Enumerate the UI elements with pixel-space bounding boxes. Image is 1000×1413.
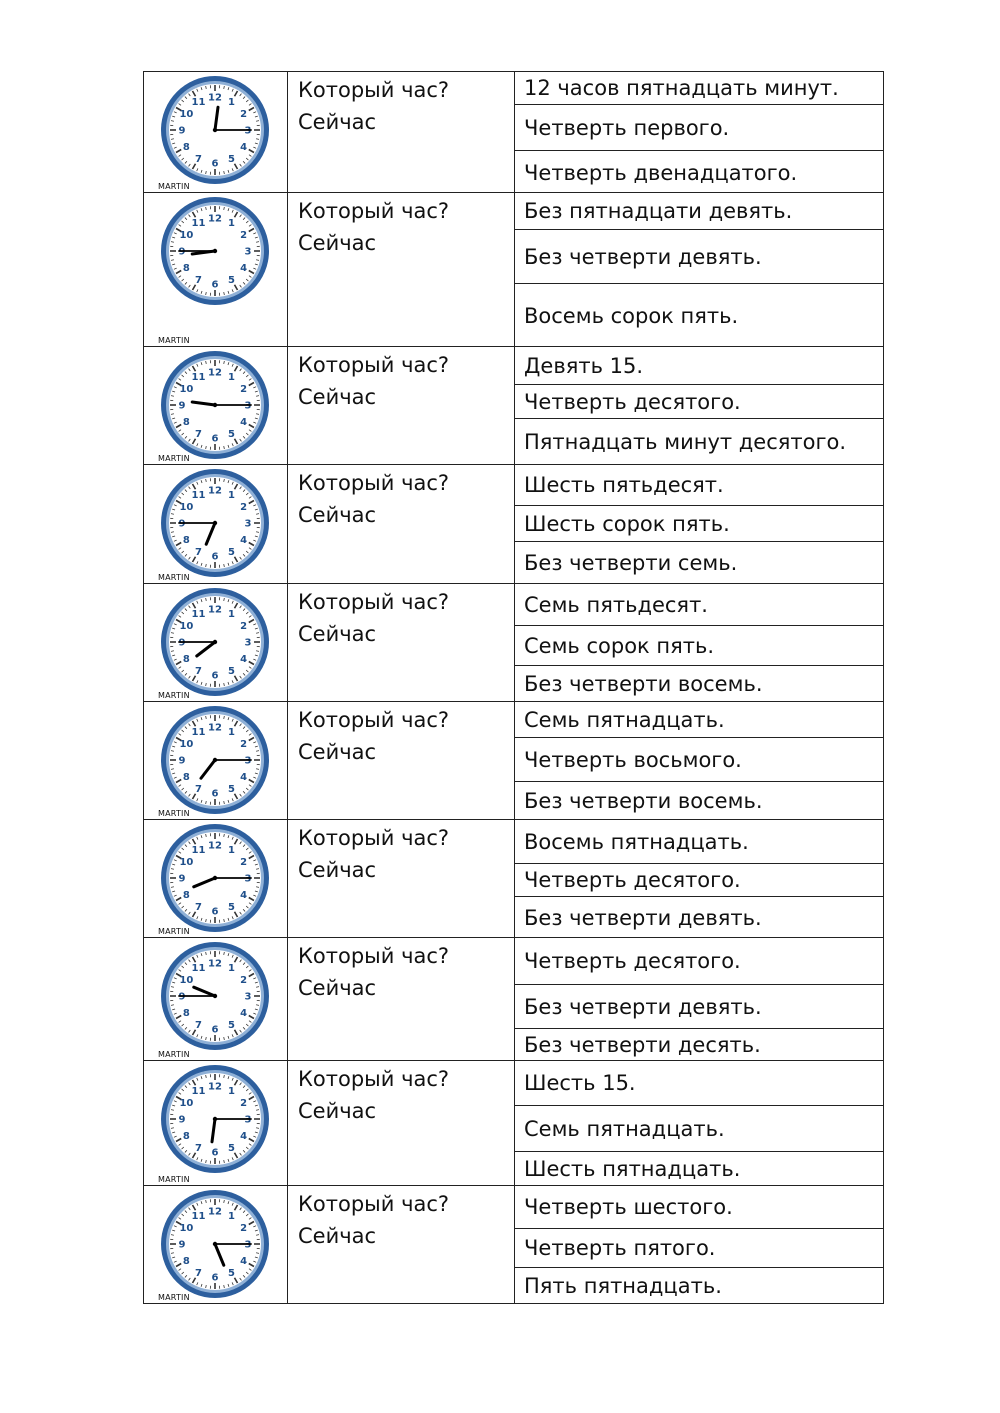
analog-clock [156,939,274,1054]
clock-numeral: 11 [191,726,206,738]
clock-numeral: 1 [228,962,235,974]
prompt-text: Сейчас [298,110,377,134]
analog-clock [156,466,274,581]
clock-numeral: 2 [240,502,248,513]
clock-numeral: 9 [178,637,186,649]
clock-numeral: 1 [228,217,235,229]
question-cell [288,1061,515,1185]
clock-center-pin [213,758,217,762]
clock-numeral: 12 [208,722,222,734]
question-text: Который час? [298,1067,450,1091]
clock-cell [144,584,288,701]
clock-numeral: 10 [179,857,194,868]
clock-numeral: 10 [179,502,194,513]
clock-numeral: 12 [208,367,222,379]
clock-numeral: 4 [240,1131,248,1142]
answer-option[interactable]: Без четверти восемь. [515,781,883,820]
clock-cell [144,938,288,1060]
answer-option[interactable]: Без пятнадцати девять. [524,199,793,223]
clock-numeral: 4 [240,772,248,783]
clock-numeral: 11 [191,1210,206,1222]
clock-numeral: 8 [182,654,190,665]
clock-numeral: 5 [228,666,235,678]
clock-numeral: 11 [191,962,206,974]
clock-numeral: 1 [228,96,235,108]
clock-cell [144,702,288,819]
exercise-row [143,938,884,1061]
question-cell [288,820,515,937]
clock-numeral: 12 [208,604,222,616]
clock-numeral: 7 [195,154,202,166]
analog-clock [156,194,274,309]
clock-numeral: 4 [240,417,248,428]
answer-options [515,193,883,346]
clock-numeral: 8 [182,263,190,274]
answer-option[interactable]: Шесть 15. [524,1071,636,1095]
clock-cell [144,820,288,937]
clock-cell [144,465,288,583]
clock-numeral: 11 [191,844,206,856]
answer-option[interactable]: Без четверти девять. [515,229,883,283]
clock-numeral: 12 [208,958,222,970]
clock-numeral: 1 [228,371,235,383]
clock-numeral: 2 [240,230,248,241]
clock-numeral: 4 [240,654,248,665]
prompt-text: Сейчас [298,740,377,764]
answer-option[interactable]: Семь сорок пять. [515,625,883,665]
clock-numeral: 6 [211,670,219,682]
analog-clock [156,585,274,700]
answer-options [515,1061,883,1185]
clock-numeral: 7 [195,1020,202,1032]
clock-numeral: 6 [211,788,219,800]
question-text: Который час? [298,353,450,377]
clock-numeral: 6 [211,551,219,563]
clock-numeral: 3 [244,518,252,530]
clock-numeral: 10 [179,975,194,986]
question-text: Который час? [298,826,450,850]
clock-numeral: 4 [240,142,248,153]
clock-numeral: 5 [228,1020,235,1032]
clock-numeral: 11 [191,96,206,108]
answer-option[interactable]: Восемь пятнадцать. [524,829,749,854]
clock-numeral: 12 [208,92,222,104]
clock-brand-label: MARTIN [158,573,190,582]
exercise-row [143,820,884,938]
clock-numeral: 2 [240,1223,248,1234]
exercise-row [143,1061,884,1186]
question-cell [288,938,515,1060]
question-cell [288,347,515,464]
answer-option[interactable]: Семь пятнадцать. [515,1105,883,1151]
answer-options [515,72,883,192]
clock-numeral: 9 [178,1114,186,1126]
answer-option[interactable]: Четверть двенадцатого. [515,150,883,194]
clock-brand-label: MARTIN [158,336,190,345]
answer-option[interactable]: Четверть восьмого. [515,737,883,781]
clock-center-pin [213,521,217,525]
clock-numeral: 8 [182,417,190,428]
clock-center-pin [213,1117,217,1121]
answer-option[interactable]: Четверть десятого. [524,949,741,973]
clock-numeral: 3 [244,637,252,649]
exercise-row [143,193,884,347]
prompt-text: Сейчас [298,1224,377,1248]
answer-option[interactable]: Четверть пятого. [515,1228,883,1267]
clock-numeral: 4 [240,1256,248,1267]
clock-center-pin [213,640,217,644]
question-text: Который час? [298,590,450,614]
question-text: Который час? [298,708,450,732]
clock-numeral: 12 [208,1206,222,1218]
clock-numeral: 9 [178,755,186,767]
clock-numeral: 10 [179,230,194,241]
clock-numeral: 9 [178,873,186,885]
clock-numeral: 7 [195,1143,202,1155]
clock-center-pin [213,1242,217,1246]
clock-brand-label: MARTIN [158,1293,190,1302]
clock-cell [144,72,288,192]
clock-numeral: 1 [228,726,235,738]
clock-numeral: 9 [178,246,186,258]
clock-numeral: 3 [244,125,252,137]
clock-numeral: 9 [178,991,186,1003]
analog-clock [156,703,274,818]
clock-numeral: 3 [244,873,252,885]
clock-numeral: 2 [240,857,248,868]
clock-brand-label: MARTIN [158,691,190,700]
clock-numeral: 3 [244,991,252,1003]
prompt-text: Сейчас [298,622,377,646]
clock-numeral: 7 [195,1268,202,1280]
answer-options [515,702,883,819]
clock-numeral: 7 [195,429,202,441]
clock-numeral: 2 [240,109,248,120]
clock-numeral: 1 [228,844,235,856]
clock-numeral: 9 [178,125,186,137]
answer-option[interactable]: Четверть шестого. [524,1195,733,1219]
clock-numeral: 8 [182,772,190,783]
answer-option[interactable]: Без четверти восемь. [515,665,883,702]
clock-cell [144,1186,288,1303]
answer-option[interactable]: Шесть пятьдесят. [524,473,724,497]
prompt-text: Сейчас [298,976,377,1000]
clock-brand-label: MARTIN [158,454,190,463]
clock-numeral: 7 [195,784,202,796]
clock-numeral: 9 [178,518,186,530]
exercise-row [143,584,884,702]
question-cell [288,1186,515,1303]
clock-numeral: 5 [228,902,235,914]
clock-numeral: 8 [182,1256,190,1267]
clock-numeral: 12 [208,485,222,497]
clock-numeral: 7 [195,547,202,559]
exercise-row [143,702,884,820]
analog-clock [156,1062,274,1177]
clock-numeral: 5 [228,275,235,287]
question-cell [288,584,515,701]
clock-numeral: 5 [228,547,235,559]
analog-clock [156,348,274,463]
question-text: Который час? [298,944,450,968]
answer-options [515,347,883,464]
clock-numeral: 3 [244,1239,252,1251]
clock-numeral: 6 [211,1272,219,1284]
clock-numeral: 1 [228,1085,235,1097]
clock-numeral: 12 [208,1081,222,1093]
prompt-text: Сейчас [298,503,377,527]
answer-option[interactable]: Без четверти девять. [515,984,883,1028]
question-text: Который час? [298,471,450,495]
analog-clock [156,73,274,188]
answer-option[interactable]: Без четверти десять. [515,1028,883,1061]
answer-option[interactable]: Шесть сорок пять. [515,505,883,541]
clock-center-pin [213,403,217,407]
clock-numeral: 11 [191,1085,206,1097]
clock-numeral: 1 [228,608,235,620]
clock-numeral: 5 [228,429,235,441]
exercise-row [143,71,884,193]
question-text: Который час? [298,78,450,102]
clock-numeral: 4 [240,890,248,901]
prompt-text: Сейчас [298,858,377,882]
clock-numeral: 5 [228,1268,235,1280]
answer-options [515,938,883,1060]
answer-option[interactable]: Пятнадцать минут десятого. [515,418,883,465]
clock-cell [144,193,288,346]
clock-brand-label: MARTIN [158,927,190,936]
clock-numeral: 12 [208,213,222,225]
answer-option[interactable]: Четверть первого. [515,104,883,150]
exercise-row [143,1186,884,1304]
exercise-row [143,465,884,584]
clock-numeral: 11 [191,608,206,620]
clock-numeral: 3 [244,755,252,767]
clock-numeral: 8 [182,1131,190,1142]
clock-numeral: 10 [179,1223,194,1234]
answer-option[interactable]: Без четверти девять. [515,896,883,938]
clock-numeral: 1 [228,489,235,501]
clock-numeral: 1 [228,1210,235,1222]
clock-numeral: 8 [182,1008,190,1019]
clock-numeral: 10 [179,739,194,750]
clock-numeral: 3 [244,246,252,258]
clock-numeral: 2 [240,739,248,750]
clock-numeral: 7 [195,902,202,914]
answer-option[interactable]: Четверть десятого. [515,384,883,418]
question-cell [288,465,515,583]
clock-brand-label: MARTIN [158,1050,190,1059]
clock-numeral: 10 [179,621,194,632]
clock-numeral: 4 [240,535,248,546]
clock-brand-label: MARTIN [158,182,190,191]
clock-numeral: 11 [191,489,206,501]
answer-options [515,465,883,583]
clock-numeral: 8 [182,535,190,546]
answer-option[interactable]: Без четверти семь. [515,541,883,584]
clock-numeral: 4 [240,263,248,274]
clock-numeral: 3 [244,1114,252,1126]
clock-numeral: 5 [228,154,235,166]
answer-options [515,584,883,701]
clock-numeral: 5 [228,784,235,796]
answer-option[interactable]: Семь пятьдесят. [524,592,708,617]
clock-center-pin [213,128,217,132]
clock-numeral: 6 [211,1024,219,1036]
clock-cell [144,1061,288,1185]
answer-option[interactable]: 12 часов пятнадцать минут. [524,76,839,100]
clock-worksheet-table [143,71,884,1304]
clock-numeral: 3 [244,400,252,412]
clock-numeral: 4 [240,1008,248,1019]
question-text: Который час? [298,199,450,223]
clock-numeral: 2 [240,1098,248,1109]
clock-center-pin [213,876,217,880]
answer-option[interactable]: Четверть десятого. [515,863,883,896]
clock-numeral: 6 [211,906,219,918]
answer-option[interactable]: Пять пятнадцать. [515,1267,883,1304]
prompt-text: Сейчас [298,1099,377,1123]
question-text: Который час? [298,1192,450,1216]
prompt-text: Сейчас [298,385,377,409]
question-cell [288,193,515,346]
answer-option[interactable]: Шесть пятнадцать. [515,1151,883,1186]
answer-options [515,820,883,937]
clock-numeral: 11 [191,371,206,383]
clock-numeral: 5 [228,1143,235,1155]
clock-numeral: 8 [182,142,190,153]
clock-center-pin [213,249,217,253]
clock-numeral: 10 [179,1098,194,1109]
clock-brand-label: MARTIN [158,1175,190,1184]
clock-numeral: 7 [195,666,202,678]
clock-numeral: 8 [182,890,190,901]
clock-numeral: 2 [240,384,248,395]
answer-option[interactable]: Восемь сорок пять. [515,283,883,347]
analog-clock [156,821,274,936]
answer-option[interactable]: Девять 15. [524,353,644,378]
clock-cell [144,347,288,464]
clock-numeral: 6 [211,1147,219,1159]
prompt-text: Сейчас [298,231,377,255]
clock-numeral: 10 [179,109,194,120]
clock-numeral: 7 [195,275,202,287]
exercise-row [143,347,884,465]
clock-numeral: 6 [211,433,219,445]
clock-numeral: 12 [208,840,222,852]
clock-brand-label: MARTIN [158,809,190,818]
clock-numeral: 6 [211,279,219,291]
answer-option[interactable]: Семь пятнадцать. [524,707,725,732]
clock-numeral: 11 [191,217,206,229]
question-cell [288,702,515,819]
clock-numeral: 6 [211,158,219,170]
clock-numeral: 10 [179,384,194,395]
clock-numeral: 9 [178,400,186,412]
clock-numeral: 2 [240,621,248,632]
clock-center-pin [213,994,217,998]
question-cell [288,72,515,192]
answer-options [515,1186,883,1303]
clock-numeral: 9 [178,1239,186,1251]
analog-clock [156,1187,274,1302]
clock-numeral: 2 [240,975,248,986]
